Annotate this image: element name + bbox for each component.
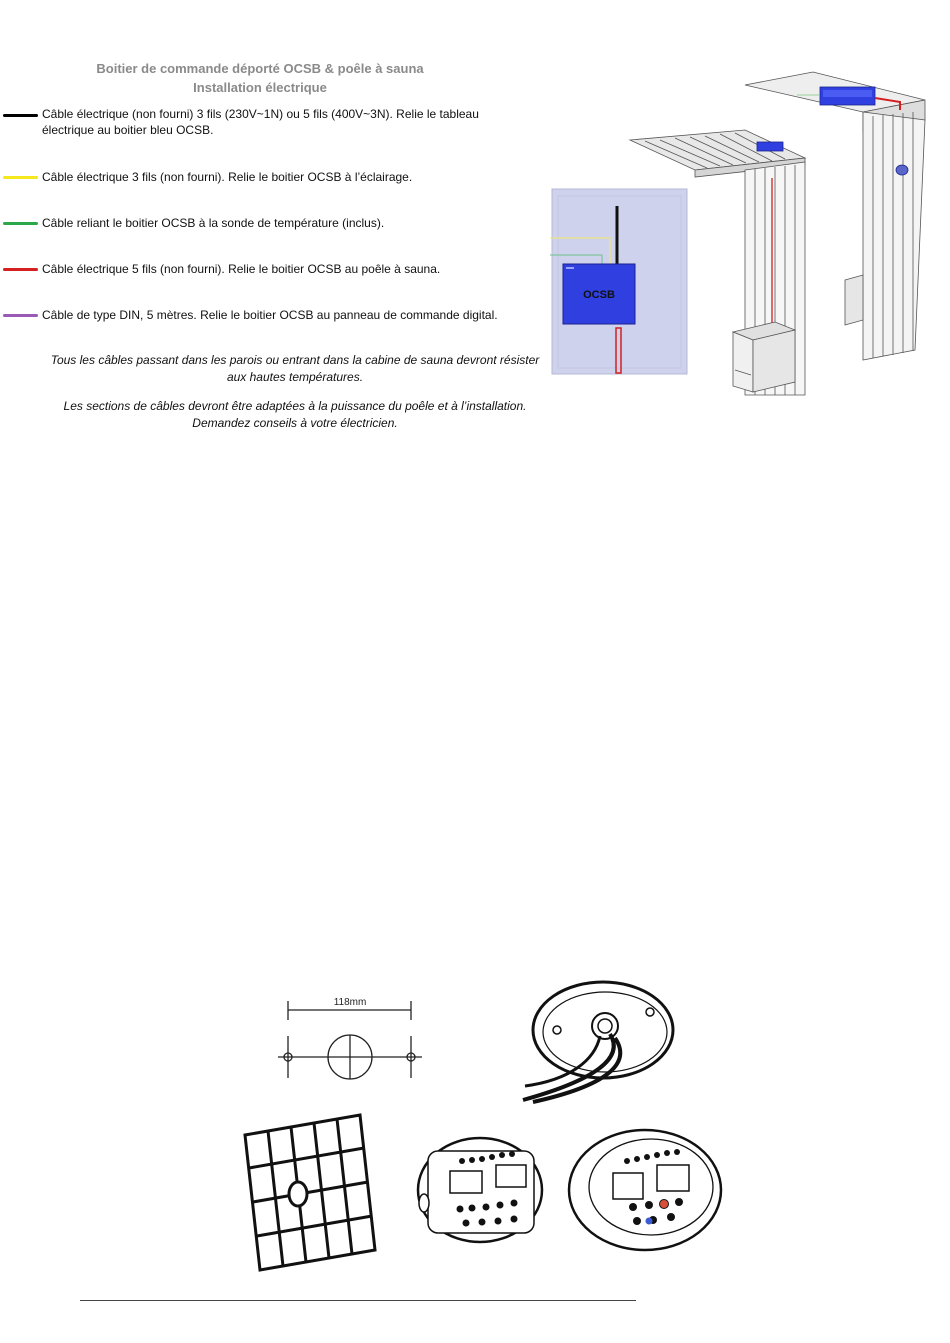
control-panel-assembled-drawing bbox=[565, 1125, 725, 1255]
installation-note-heat-resistance: Tous les câbles passant dans les parois ou entrant dans la cabine de sauna devront résister aux hautes températures. bbox=[50, 353, 540, 384]
control-panel-open-drawing bbox=[410, 1133, 550, 1248]
legend-text: Câble de type DIN, 5 mètres. Relie le boitier OCSB au panneau de commande digital. bbox=[42, 308, 498, 322]
installation-note-cable-sections: Les sections de câbles devront être adaptées à la puissance du poêle et à l’installation. Demandez conseils à votre électricien. bbox=[63, 399, 527, 430]
mounting-template-drawing bbox=[270, 990, 430, 1090]
cable-color-swatch bbox=[3, 176, 38, 179]
cable-color-swatch bbox=[3, 222, 38, 225]
legend-text: Câble reliant le boitier OCSB à la sonde de température (inclus). bbox=[42, 216, 385, 230]
document-subtitle: Installation électrique bbox=[193, 80, 327, 95]
cable-color-swatch bbox=[3, 268, 38, 271]
footer-divider bbox=[80, 1300, 636, 1301]
document-title: Boitier de commande déporté OCSB & poêle à sauna bbox=[96, 61, 424, 76]
legend-text: Câble électrique (non fourni) 3 fils (230V~1N) ou 5 fils (400V~3N). Relie le tableau électrique au boitier bleu OCSB. bbox=[42, 107, 479, 137]
cable-color-swatch bbox=[3, 314, 38, 317]
legend-text: Câble électrique 5 fils (non fourni). Relie le boitier OCSB au poêle à sauna. bbox=[42, 262, 441, 276]
legend-text: Câble électrique 3 fils (non fourni). Relie le boitier OCSB à l’éclairage. bbox=[42, 170, 413, 184]
dimension-label: 118mm bbox=[333, 997, 367, 1008]
control-panel-back-with-cable bbox=[515, 968, 675, 1108]
sauna-cabin-illustration bbox=[625, 70, 940, 400]
ocsb-box-label: OCSB bbox=[583, 289, 615, 301]
protective-grid-drawing bbox=[240, 1110, 380, 1275]
cable-color-swatch bbox=[3, 114, 38, 117]
